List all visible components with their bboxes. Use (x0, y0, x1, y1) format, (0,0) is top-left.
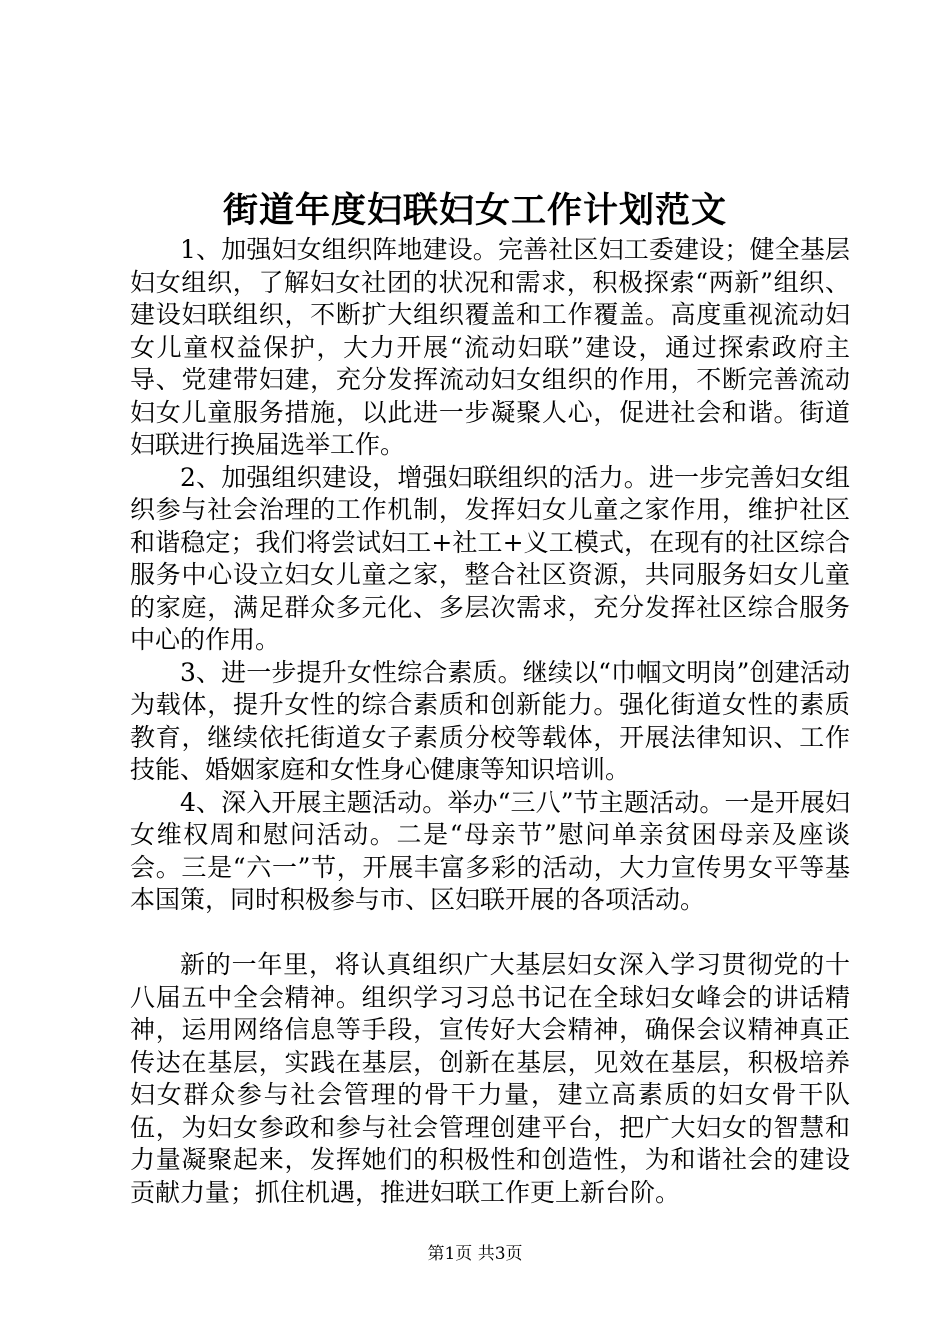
paragraph-spacer (130, 917, 850, 950)
paragraph-1: 1、加强妇女组织阵地建设。完善社区妇工委建设；健全基层妇女组织，了解妇女社团的状况和需求，积极探索“两新”组织、建设妇联组织，不断扩大组织覆盖和工作覆盖。高度重视流动妇女儿童权益保护，大力开展“流动妇联”建设，通过探索政府主导、党建带妇建，充分发挥流动妇女组织的作用，不断完善流动妇女儿童服务措施，以此进一步凝聚人心，促进社会和谐。街道妇联进行换届选举工作。 (130, 235, 850, 459)
paragraph-5: 新的一年里，将认真组织广大基层妇女深入学习贯彻党的十八届五中全会精神。组织学习习总书记在全球妇女峰会的讲话精神，运用网络信息等手段，宣传好大会精神，确保会议精神真正传达在基层，实践在基层，创新在基层，见效在基层，积极培养妇女群众参与社会管理的骨干力量，建立高素质的妇女骨干队伍，为妇女参政和参与社会管理创建平台，把广大妇女的智慧和力量凝聚起来，发挥她们的积极性和创造性，为和谐社会的建设贡献力量；抓住机遇，推进妇联工作更上新台阶。 (130, 950, 850, 1207)
paragraph-2: 2、加强组织建设，增强妇联组织的活力。进一步完善妇女组织参与社会治理的工作机制，发挥妇女儿童之家作用，维护社区和谐稳定；我们将尝试妇工+社工+义工模式，在现有的社区综合服务中心设立妇女儿童之家，整合社区资源，共同服务妇女儿童的家庭，满足群众多元化、多层次需求，充分发挥社区综合服务中心的作用。 (130, 462, 850, 654)
document-body (130, 234, 850, 1209)
document-title: 街道年度妇联妇女工作计划范文 (222, 190, 727, 231)
paragraph-3: 3、进一步提升女性综合素质。继续以“巾帼文明岗”创建活动为载体，提升女性的综合素质和创新能力。强化街道女性的素质教育，继续依托街道女子素质分校等载体，开展法律知识、工作技能、婚姻家庭和女性身心健康等知识培训。 (130, 657, 850, 784)
page-number-footer: 第1页 共3页 (427, 1244, 523, 1264)
paragraph-4: 4、深入开展主题活动。举办“三八”节主题活动。一是开展妇女维权周和慰问活动。二是“母亲节”慰问单亲贫困母亲及座谈会。三是“六一”节，开展丰富多彩的活动，大力宣传男女平等基本国策，同时积极参与市、区妇联开展的各项活动。 (130, 787, 850, 914)
